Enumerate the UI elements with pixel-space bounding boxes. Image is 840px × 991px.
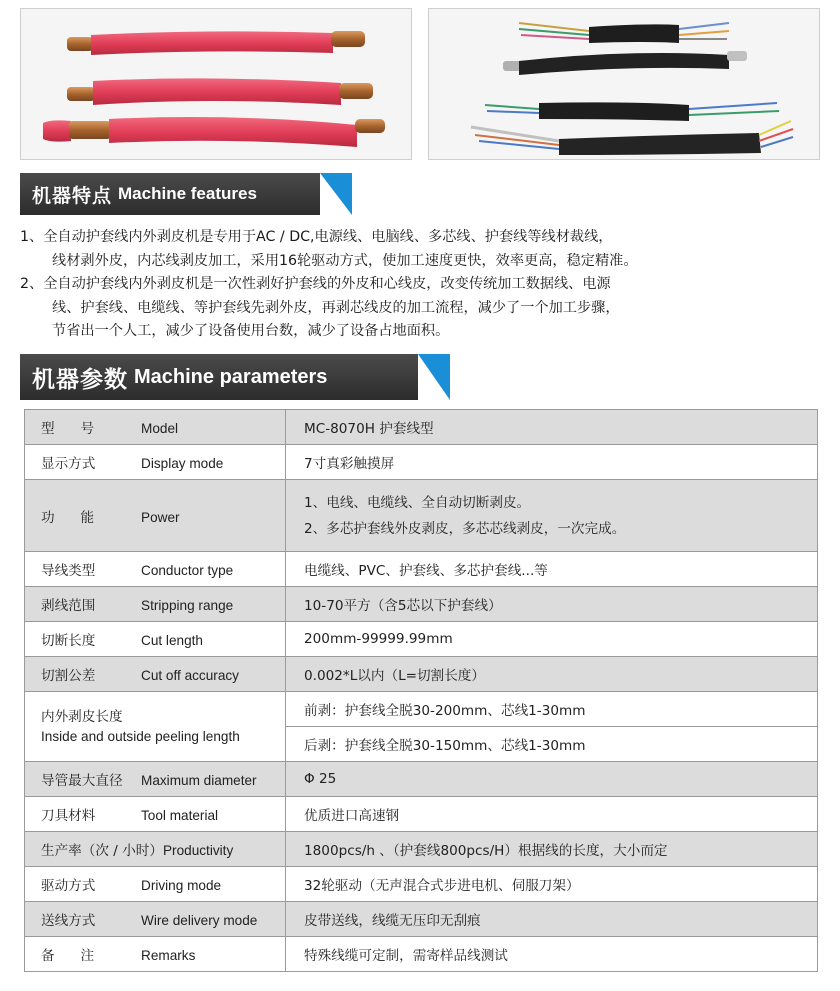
param-label-en: Wire delivery mode xyxy=(141,913,258,928)
param-label-zh: 备 注 xyxy=(41,948,95,964)
red-cables-photo xyxy=(20,8,412,160)
table-row xyxy=(25,622,818,657)
params-table xyxy=(24,409,818,972)
param-label-en: Model xyxy=(141,421,179,436)
feature-line: 节省出一个人工，减少了设备使用台数，减少了设备占地面积。 xyxy=(52,323,450,339)
param-label-zh: 切割公差 xyxy=(41,668,96,684)
table-row xyxy=(25,587,818,622)
param-value-line: 后剥：护套线全脱30-150mm、芯线1-30mm xyxy=(286,727,818,762)
param-label-zh: 刀具材料 xyxy=(41,808,96,824)
param-value: 7寸真彩触摸屏 xyxy=(286,445,818,480)
param-label-en: Display mode xyxy=(141,456,224,471)
param-label-en: Driving mode xyxy=(141,878,222,893)
param-value: 电缆线、PVC、护套线、多芯护套线...等 xyxy=(286,552,818,587)
param-label-en: Cut off accuracy xyxy=(141,668,239,683)
param-label-zh: 功 能 xyxy=(41,509,95,526)
param-value: 200mm-99999.99mm xyxy=(286,622,818,657)
table-row xyxy=(25,867,818,902)
feature-line: 线材剥外皮，内芯线剥皮加工，采用16轮驱动方式，使加工速度更快，效率更高，稳定精准。 xyxy=(52,252,638,269)
param-label-zh: 切断长度 xyxy=(41,633,96,649)
features-title-en: Machine features xyxy=(118,184,257,203)
feature-line: 1、全自动护套线内外剥皮机是专用于AC / DC,电源线、电脑线、多芯线、护套线等线材裁线， xyxy=(20,229,613,245)
param-label-zh: 导线类型 xyxy=(41,563,96,579)
param-value: 10-70平方（含5芯以下护套线） xyxy=(286,587,818,622)
param-label-en: Stripping range xyxy=(141,598,234,613)
table-row xyxy=(25,692,818,727)
features-accent-triangle xyxy=(320,173,352,215)
table-row xyxy=(25,902,818,937)
params-accent-triangle xyxy=(418,354,450,400)
param-value-line: 前剥：护套线全脱30-200mm、芯线1-30mm xyxy=(286,692,818,727)
param-label-zh: 送线方式 xyxy=(41,913,96,929)
table-row xyxy=(25,832,818,867)
feature-line: 2、全自动护套线内外剥皮机是一次性剥好护套线的外皮和心线皮，改变传统加工数据线、电源 xyxy=(20,276,611,292)
feature-line: 线、护套线、电缆线、等护套线先剥外皮，再剥芯线皮的加工流程，减少了一个加工步骤， xyxy=(52,299,620,316)
params-title-en: Machine parameters xyxy=(134,365,328,388)
param-label-zh: 生产率（次 / 小时） xyxy=(41,843,163,859)
param-label-zh: 导管最大直径 xyxy=(41,773,123,789)
param-value-line: 2、多芯护套线外皮剥皮，多芯芯线剥皮，一次完成。 xyxy=(304,520,626,537)
param-label-en: Maximum diameter xyxy=(141,773,257,788)
param-label-zh: 剥线范围 xyxy=(41,598,96,614)
table-row xyxy=(25,937,818,972)
features-text xyxy=(20,226,830,344)
param-label-en: Tool material xyxy=(141,808,219,823)
table-row xyxy=(25,480,818,552)
table-row xyxy=(25,657,818,692)
param-value: 32轮驱动（无声混合式步进电机、伺服刀架） xyxy=(286,867,818,902)
param-label-en: Cut length xyxy=(141,633,203,648)
param-value: 皮带送线，线缆无压印无刮痕 xyxy=(286,902,818,937)
param-label-zh: 驱动方式 xyxy=(41,878,96,894)
param-value: Φ 25 xyxy=(286,762,818,797)
param-label-en: Power xyxy=(141,509,180,525)
param-value: 特殊线缆可定制，需寄样品线测试 xyxy=(286,937,818,972)
table-row xyxy=(25,445,818,480)
table-row xyxy=(25,410,818,445)
param-label-en: Conductor type xyxy=(141,563,234,578)
param-value: 0.002*L以内（L=切割长度） xyxy=(286,657,818,692)
param-label-en: Inside and outside peeling length xyxy=(41,728,240,744)
param-label-en: Productivity xyxy=(162,843,234,858)
params-header xyxy=(20,354,450,400)
param-value-line: 1、电线、电缆线、全自动切断剥皮。 xyxy=(304,494,531,511)
param-label-zh: 型 号 xyxy=(41,421,95,437)
features-title-zh: 机器特点 xyxy=(32,184,113,207)
params-title-zh: 机器参数 xyxy=(32,366,128,393)
param-label-en: Remarks xyxy=(141,948,196,963)
param-label-zh: 内外剥皮长度 xyxy=(41,708,123,725)
param-value: MC-8070H 护套线型 xyxy=(286,410,818,445)
features-header xyxy=(20,173,352,215)
table-row xyxy=(25,797,818,832)
table-row xyxy=(25,762,818,797)
table-row xyxy=(25,552,818,587)
black-cables-photo xyxy=(428,8,820,160)
param-value: 优质进口高速钢 xyxy=(286,797,818,832)
param-value: 1800pcs/h 、（护套线800pcs/H）根据线的长度，大小而定 xyxy=(286,832,818,867)
param-label-zh: 显示方式 xyxy=(41,456,96,472)
